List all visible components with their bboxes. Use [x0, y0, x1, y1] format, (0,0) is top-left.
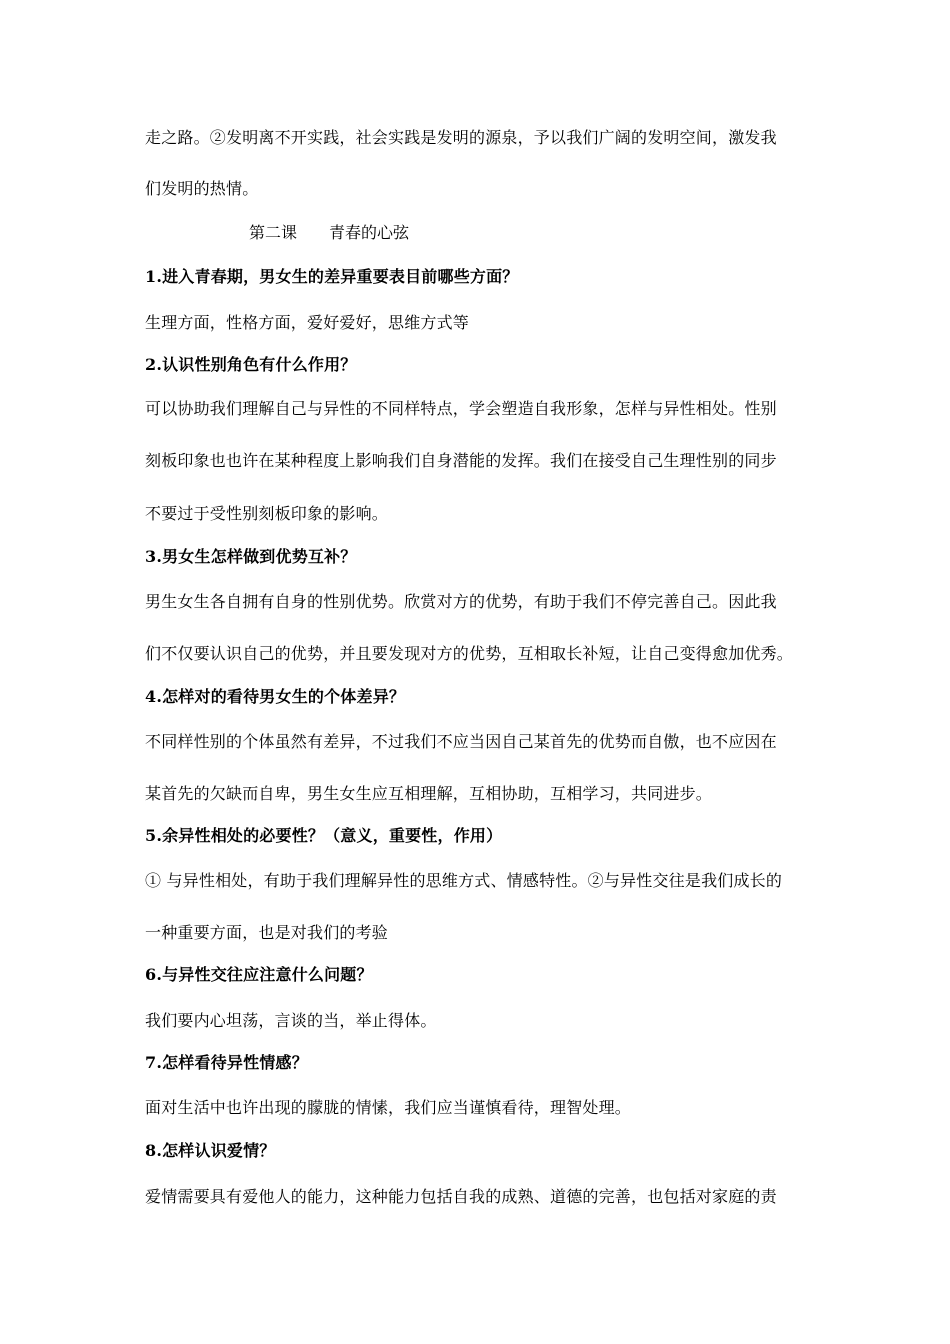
- answer-1-line-1: 生理方面，性格方面，爱好爱好，思维方式等: [145, 313, 470, 332]
- lesson-title: 第二课 青春的心弦: [249, 223, 410, 242]
- question-7: 7.怎样看待异性情感？: [145, 1053, 308, 1072]
- answer-3-line-1: 男生女生各自拥有自身的性别优势。欣赏对方的优势，有助于我们不停完善自己。因此我: [145, 592, 777, 611]
- question-4: 4.怎样对的看待男女生的个体差异？: [145, 687, 406, 706]
- question-2: 2.认识性别角色有什么作用？: [145, 355, 357, 374]
- answer-4-line-1: 不同样性别的个体虽然有差异，不过我们不应当因自己某首先的优势而自傲，也不应因在: [145, 732, 777, 751]
- answer-6-line-1: 我们要内心坦荡，言谈的当，举止得体。: [145, 1011, 437, 1030]
- answer-5-line-1: ① 与异性相处，有助于我们理解异性的思维方式、情感特性。②与异性交往是我们成长的: [145, 871, 783, 890]
- question-6: 6.与异性交往应注意什么问题？: [145, 965, 373, 984]
- question-5: 5.余异性相处的必要性？（意义，重要性，作用）: [145, 826, 503, 845]
- continuation-line-2: 们发明的热情。: [145, 179, 259, 198]
- question-3: 3.男女生怎样做到优势互补？: [145, 547, 357, 566]
- question-1: 1.进入青春期，男女生的差异重要表目前哪些方面？: [145, 267, 519, 286]
- answer-4-line-2: 某首先的欠缺而自卑，男生女生应互相理解，互相协助，互相学习，共同进步。: [145, 784, 713, 803]
- answer-3-line-2: 们不仅要认识自己的优势，并且要发现对方的优势，互相取长补短，让自己变得愈加优秀。: [145, 644, 794, 663]
- continuation-line-1: 走之路。②发明离不开实践，社会实践是发明的源泉，予以我们广阔的发明空间，激发我: [145, 128, 777, 147]
- answer-5-line-2: 一种重要方面，也是对我们的考验: [145, 923, 389, 942]
- answer-2-line-2: 刻板印象也也许在某种程度上影响我们自身潜能的发挥。我们在接受自己生理性别的同步: [145, 451, 777, 470]
- answer-2-line-3: 不要过于受性别刻板印象的影响。: [145, 504, 389, 523]
- question-8: 8.怎样认识爱情？: [145, 1141, 276, 1160]
- answer-2-line-1: 可以协助我们理解自己与异性的不同样特点，学会塑造自我形象，怎样与异性相处。性别: [145, 399, 777, 418]
- answer-8-line-1: 爱情需要具有爱他人的能力，这种能力包括自我的成熟、道德的完善，也包括对家庭的责: [145, 1187, 777, 1206]
- answer-7-line-1: 面对生活中也许出现的朦胧的情愫，我们应当谨慎看待，理智处理。: [145, 1098, 632, 1117]
